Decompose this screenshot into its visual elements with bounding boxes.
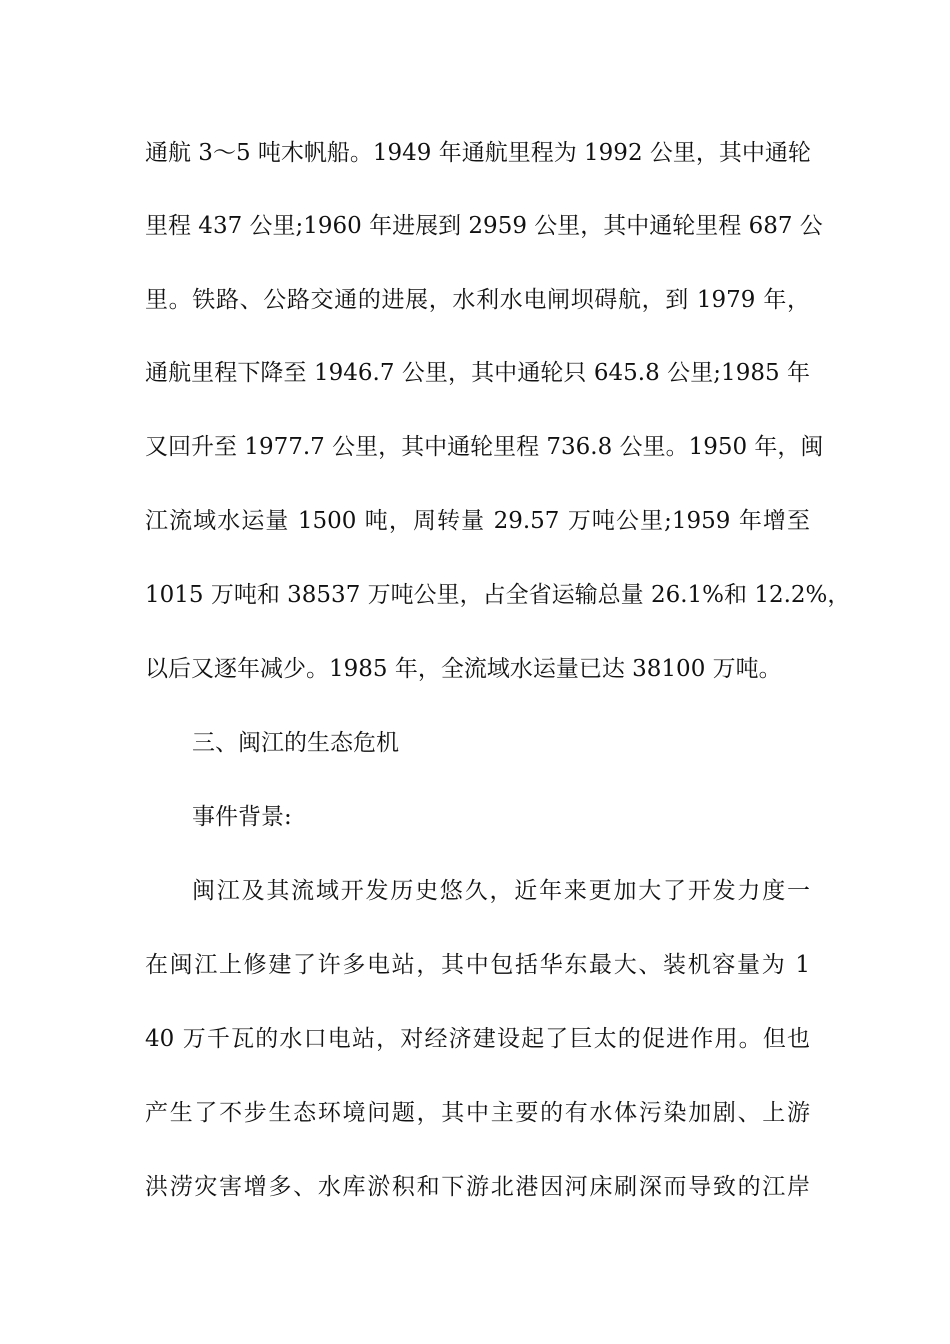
text-line: 洪涝灾害增多、水库淤积和下游北港因河床刷深而导致的江岸 (145, 1174, 810, 1200)
text-line: 以后又逐年减少。1985 年，全流域水运量已达 38100 万吨。 (145, 656, 782, 682)
text-line: 40 万千瓦的水口电站，对经济建设起了巨太的促进作用。但也 (145, 1026, 810, 1052)
section-heading: 三、闽江的生态危机 (192, 730, 399, 756)
text-line: 产生了不步生态环境问题，其中主要的有水体污染加剧、上游 (145, 1100, 810, 1126)
subheading: 事件背景: (192, 804, 292, 830)
text-line: 江流域水运量 1500 吨，周转量 29.57 万吨公里;1959 年增至 (145, 508, 810, 534)
text-line: 通航里程下降至 1946.7 公里，其中通轮只 645.8 公里;1985 年 (145, 360, 810, 386)
text-line: 里程 437 公里;1960 年进展到 2959 公里，其中通轮里程 687 公 (145, 213, 823, 239)
text-line: 通航 3～5 吨木帆船。1949 年通航里程为 1992 公里，其中通轮 (145, 140, 811, 166)
text-line: 1015 万吨和 38537 万吨公里，占全省运输总量 26.1%和 12.2%， (145, 582, 851, 608)
text-line: 闽江及其流域开发历史悠久，近年来更加大了开发力度一 (192, 878, 810, 904)
text-line: 又回升至 1977.7 公里，其中通轮里程 736.8 公里。1950 年，闽 (145, 434, 824, 460)
text-line: 里。铁路、公路交通的进展，水利水电闸坝碍航，到 1979 年， (145, 287, 810, 313)
text-line: 在闽江上修建了许多电站，其中包括华东最大、装机容量为 1 (145, 952, 810, 978)
